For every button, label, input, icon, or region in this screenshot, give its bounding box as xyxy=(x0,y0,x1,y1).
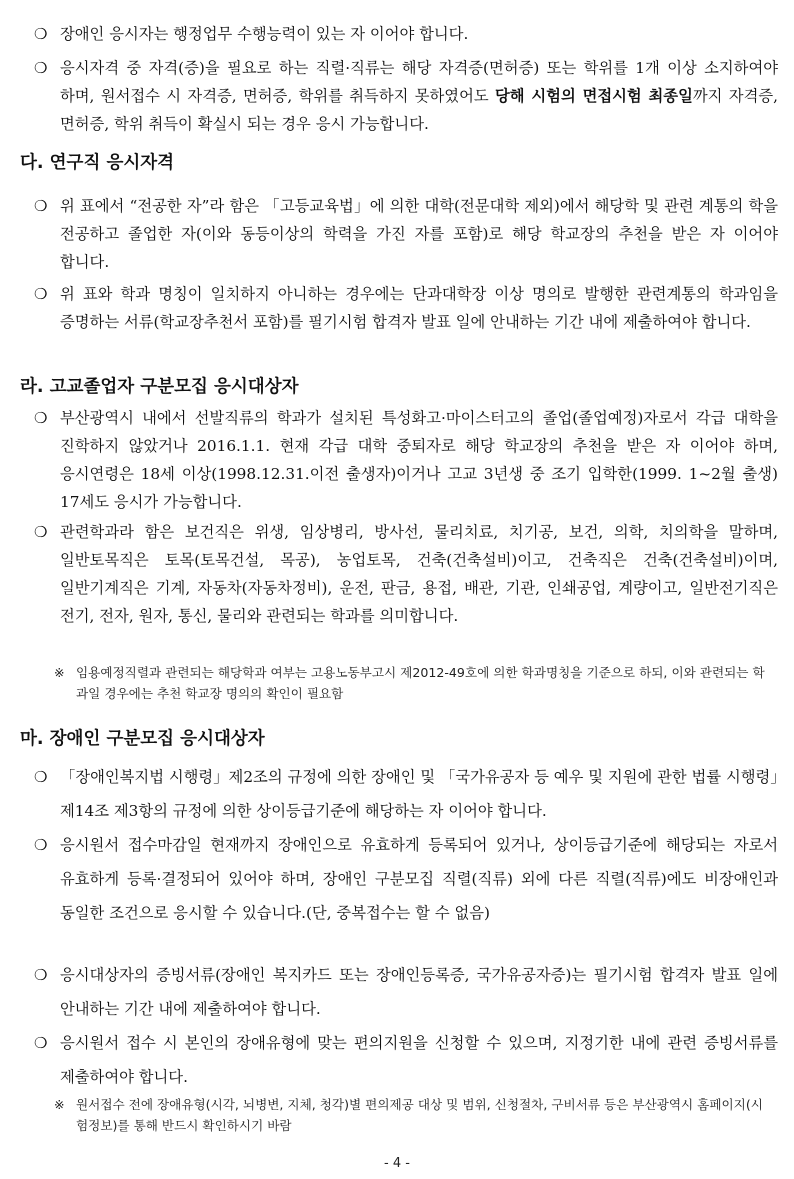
reference-mark-icon: ※ xyxy=(54,665,65,680)
list-item xyxy=(34,192,778,276)
list-item xyxy=(34,958,778,1026)
list-item xyxy=(34,54,778,138)
item-text: 「장애인복지법 시행령」제2조의 규정에 의한 장애인 및 「국가유공자 등 예우 및 지원에 관한 법률 시행령」제14조 제3항의 규정에 의한 상이등급기준에 해당하는 자 이어야 합니다. xyxy=(60,768,778,820)
list-item xyxy=(34,20,778,48)
item-text: 부산광역시 내에서 선발직류의 학과가 설치된 특성화고·마이스터고의 졸업(졸업예정)자로서 각급 대학을 진학하지 않았거나 2016.1.1. 현재 각급 대학 중퇴자로 해당 학교장의 추천을 받은 자 이어야 하며, 응시연령은 18세 이상(1998.12.31.이전 출생자)이거나 고교 3년생 중 조기 입학한(1999. 1~2월 출생) 17세도 응시가 가능합니다. xyxy=(60,409,778,511)
footnote-text: 원서접수 전에 장애유형(시각, 뇌병변, 지체, 청각)별 편의제공 대상 및 범위, 신청절차, 구비서류 등은 부산광역시 홈페이지(시험정보)를 통해 반드시 확인하시기 바람 xyxy=(76,1097,763,1133)
item-text: 위 표에서 “전공한 자”라 함은 「고등교육법」에 의한 대학(전문대학 제외)에서 해당학 및 관련 계통의 학을 전공하고 졸업한 자(이와 동등이상의 학력을 가진 자를 포함)로 해당 학교장의 추천을 받은 자 이어야 합니다. xyxy=(60,197,778,271)
emphasis-text: 당해 시험의 면접시험 최종일 xyxy=(495,87,693,105)
circle-bullet-icon: ❍ xyxy=(34,59,48,77)
circle-bullet-icon: ❍ xyxy=(34,836,48,854)
item-text: 응시원서 접수 시 본인의 장애유형에 맞는 편의지원을 신청할 수 있으며, 지정기한 내에 관련 증빙서류를 제출하여야 합니다. xyxy=(60,1034,778,1086)
item-text: 응시원서 접수마감일 현재까지 장애인으로 유효하게 등록되어 있거나, 상이등급기준에 해당되는 자로서 유효하게 등록·결정되어 있어야 하며, 장애인 구분모집 직렬(직류) 외에 다른 직렬(직류)에도 비장애인과 동일한 조건으로 응시할 수 있습니다.(단, 중복접수는 할 수 없음) xyxy=(60,836,778,922)
section-heading-disabled: 마. 장애인 구분모집 응시대상자 xyxy=(20,729,265,749)
circle-bullet-icon: ❍ xyxy=(34,966,48,984)
item-text: 위 표와 학과 명칭이 일치하지 아니하는 경우에는 단과대학장 이상 명의로 발행한 관련계통의 학과임을 증명하는 서류(학교장추천서 포함)를 필기시험 합격자 발표 일에 안내하는 기간 내에 제출하여야 합니다. xyxy=(60,285,778,331)
section-heading-high-school: 라. 고교졸업자 구분모집 응시대상자 xyxy=(20,377,299,397)
circle-bullet-icon: ❍ xyxy=(34,409,48,427)
item-text: 관련학과라 함은 보건직은 위생, 임상병리, 방사선, 물리치료, 치기공, 보건, 의학, 치의학을 말하며, 일반토목직은 토목(토목건설, 목공), 농업토목, 건축(건축설비)이고, 건축직은 건축(건축설비)이며, 일반기계직은 기계, 자동차(자동차정비), 운전, 판금, 용접, 배관, 기관, 인쇄공업, 계량이고, 일반전기직은 전기, 전자, 원자, 통신, 물리와 관련되는 학과를 의미합니다. xyxy=(60,523,778,625)
list-item xyxy=(34,280,778,336)
footnote-text: 임용예정직렬과 관련되는 해당학과 여부는 고용노동부고시 제2012-49호에 의한 학과명칭을 기준으로 하되, 이와 관련되는 학과일 경우에는 추천 학교장 명의의 확인이 필요함 xyxy=(76,665,765,701)
page-number: - 4 - xyxy=(384,1156,410,1171)
circle-bullet-icon: ❍ xyxy=(34,197,48,215)
list-item xyxy=(34,760,778,828)
circle-bullet-icon: ❍ xyxy=(34,25,48,43)
item-text: 응시대상자의 증빙서류(장애인 복지카드 또는 장애인등록증, 국가유공자증)는 필기시험 합격자 발표 일에 안내하는 기간 내에 제출하여야 합니다. xyxy=(60,966,778,1018)
item-text: 응시자격 중 자격(증)을 필요로 하는 직렬·직류는 해당 자격증(면허증) 또는 학위를 1개 이상 소지하여야 하며, 원서접수 시 자격증, 면허증, 학위를 취득하지 못하였어도 당해 시험의 면접시험 최종일까지 자격증, 면허증, 학위 취득이 확실시 되는 경우 응시 가능합니다. xyxy=(60,59,778,133)
footnote xyxy=(54,662,774,704)
reference-mark-icon: ※ xyxy=(54,1097,65,1112)
circle-bullet-icon: ❍ xyxy=(34,285,48,303)
footnote xyxy=(54,1094,774,1136)
circle-bullet-icon: ❍ xyxy=(34,768,48,786)
item-text: 장애인 응시자는 행정업무 수행능력이 있는 자 이어야 합니다. xyxy=(60,25,469,43)
list-item xyxy=(34,404,778,516)
list-item xyxy=(34,1026,778,1094)
list-item xyxy=(34,518,778,630)
list-item xyxy=(34,828,778,930)
section-heading-research: 다. 연구직 응시자격 xyxy=(20,153,175,173)
circle-bullet-icon: ❍ xyxy=(34,1034,48,1052)
circle-bullet-icon: ❍ xyxy=(34,523,48,541)
